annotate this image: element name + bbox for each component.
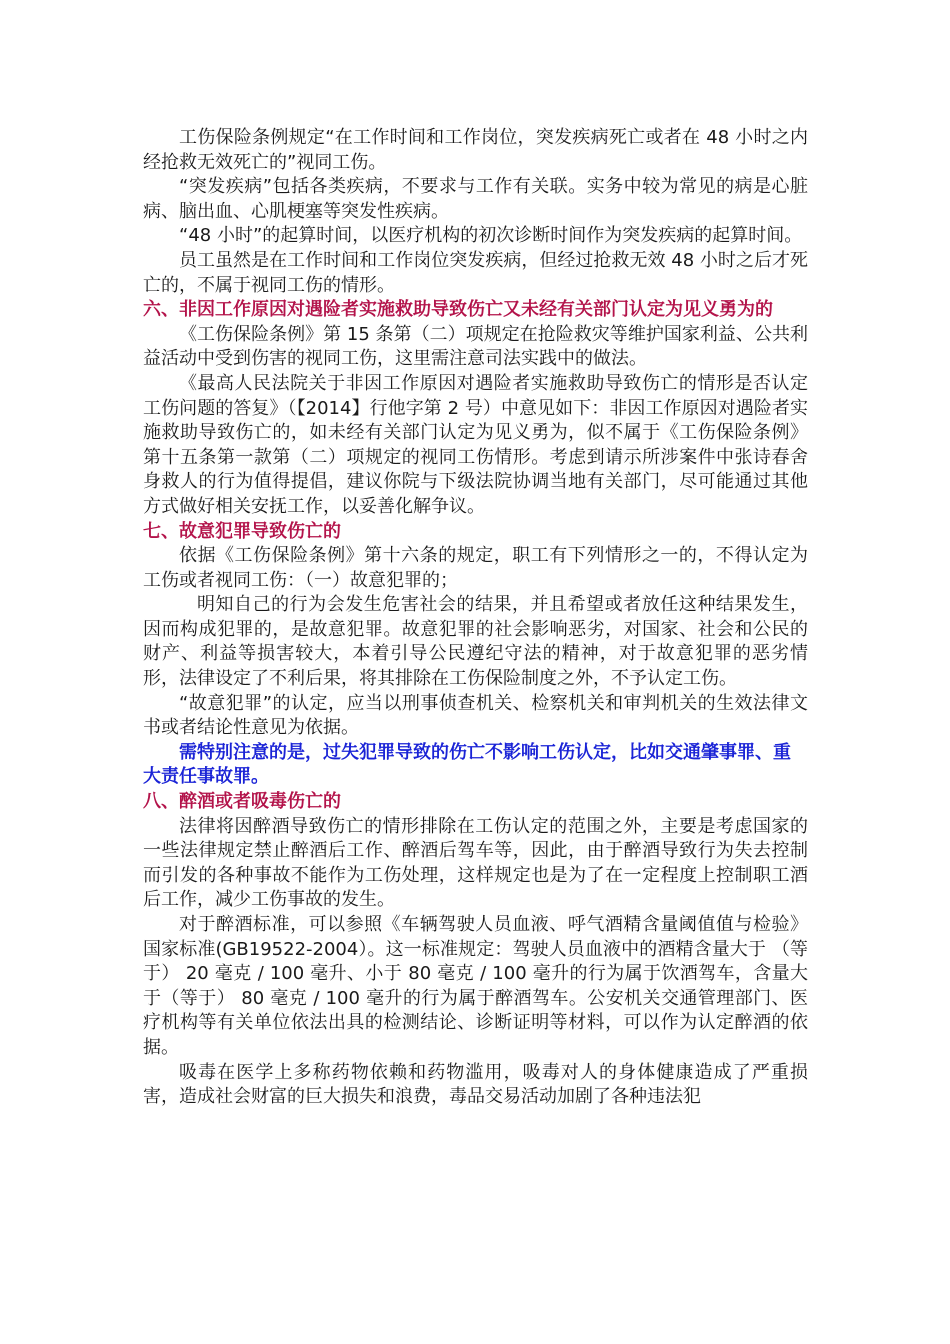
paragraph: 对于醉酒标准，可以参照《车辆驾驶人员血液、呼气酒精含量阈值值与检验》国家标准(GB19522-2004）。这一标准规定：驾驶人员血液中的酒精含量大于 （等于） 20 毫克 / 100 毫升、小于 80 毫克 / 100 毫升的行为属于饮酒驾车，含量大于（等于） 80 毫克 / 100 毫升的行为属于醉酒驾车。公安机关交通管理部门、医疗机构等有关单位依法出具的检测结论、诊断证明等材料，可以作为认定醉酒的依据。	[143, 914, 808, 1058]
paragraph: 法律将因醉酒导致伤亡的情形排除在工伤认定的范围之外，主要是考虑国家的一些法律规定禁止醉酒后工作、醉酒后驾车等，因此，由于醉酒导致行为失去控制而引发的各种事故不能作为工伤处理，这样规定也是为了在一定程度上控制职工酒后工作，减少工伤事故的发生。	[143, 815, 808, 911]
section-heading-8: 八、醉酒或者吸毒伤亡的	[143, 791, 341, 813]
paragraph: 《最高人民法院关于非因工作原因对遇险者实施救助导致伤亡的情形是否认定工伤问题的答复》（【2014】行他字第 2 号）中意见如下：非因工作原因对遇险者实施救助导致伤亡的，如未经有关部门认定为见义勇为，似不属于《工伤保险条例》第十五条第一款第（二）项规定的视同工伤情形。考虑到请示所涉案件中张诗春舍身救人的行为值得提倡，建议你院与下级法院协调当地有关部门，尽可能通过其他方式做好相关安抚工作，以妥善化解争议。	[143, 372, 808, 517]
section-heading-7: 七、故意犯罪导致伤亡的	[143, 520, 341, 542]
paragraph: 员工虽然是在工作时间和工作岗位突发疾病，但经过抢救无效 48 小时之后才死亡的，不属于视同工伤的情形。	[143, 249, 808, 296]
paragraph: “故意犯罪”的认定，应当以刑事侦查机关、检察机关和审判机关的生效法律文书或者结论性意见为依据。	[143, 692, 808, 739]
paragraph: 吸毒在医学上多称药物依赖和药物滥用，吸毒对人的身体健康造成了严重损害，造成社会财富的巨大损失和浪费，毒品交易活动加剧了各种违法犯	[143, 1061, 808, 1108]
paragraph: “48 小时”的起算时间，以医疗机构的初次诊断时间作为突发疾病的起算时间。	[179, 225, 803, 247]
highlight-note: 需特别注意的是，过失犯罪导致的伤亡不影响工伤认定，比如交通肇事罪、重大责任事故罪。	[143, 741, 791, 788]
paragraph: 《工伤保险条例》第 15 条第（二）项规定在抢险救灾等维护国家利益、公共利益活动中受到伤害的视同工伤，这里需注意司法实践中的做法。	[143, 323, 808, 370]
paragraph: 工伤保险条例规定“在工作时间和工作岗位，突发疾病死亡或者在 48 小时之内经抢救无效死亡的”视同工伤。	[143, 127, 808, 173]
document-body	[143, 126, 808, 1110]
paragraph: 依据《工伤保险条例》第十六条的规定，职工有下列情形之一的，不得认定为工伤或者视同工伤：（一）故意犯罪的；	[143, 545, 808, 591]
paragraph: 明知自己的行为会发生危害社会的结果，并且希望或者放任这种结果发生，因而构成犯罪的，是故意犯罪。故意犯罪的社会影响恶劣，对国家、社会和公民的财产、利益等损害较大，本着引导公民遵纪守法的精神，对于故意犯罪的恶劣情形，法律设定了不利后果，将其排除在工伤保险制度之外，不予认定工伤。	[143, 594, 808, 690]
paragraph: “突发疾病”包括各类疾病，不要求与工作有关联。实务中较为常见的病是心脏病、脑出血、心肌梗塞等突发性疾病。	[143, 176, 808, 222]
section-heading-6: 六、非因工作原因对遇险者实施救助导致伤亡又未经有关部门认定为见义勇为的	[143, 299, 773, 321]
